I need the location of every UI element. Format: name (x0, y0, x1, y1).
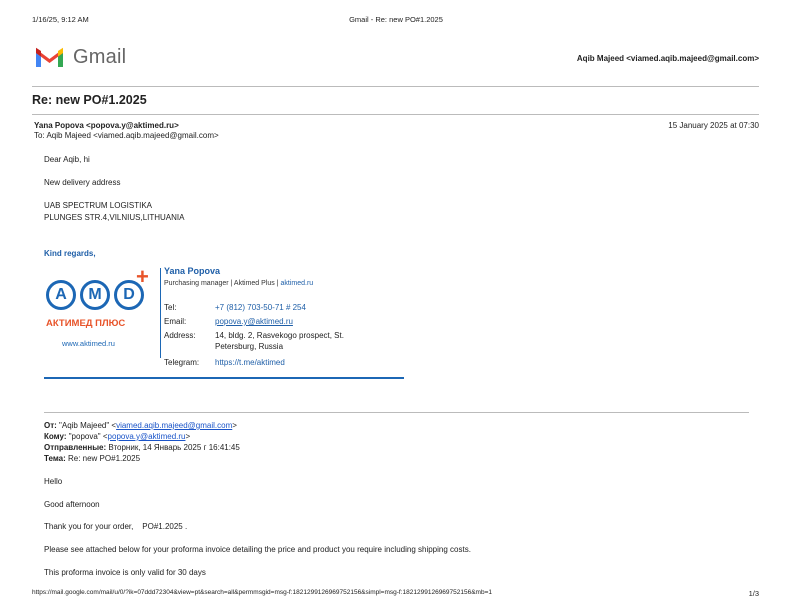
quoted-good-afternoon: Good afternoon (44, 500, 100, 509)
signature-role-link[interactable]: aktimed.ru (280, 280, 314, 287)
quoted-validity: This proforma invoice is only valid for 30 days (44, 568, 206, 577)
signature-role (164, 280, 313, 287)
quoted-sent (44, 443, 240, 452)
message-to: To: Aqib Majeed <viamed.aqib.majeed@gmail.com> (34, 131, 219, 140)
quoted-from (44, 421, 237, 430)
message-date: 15 January 2025 at 07:30 (668, 121, 759, 130)
signature-role-text: Purchasing manager | Aktimed Plus | (164, 280, 281, 287)
amd-mark (46, 280, 144, 310)
aktimed-logo (44, 264, 160, 358)
signature-divider (160, 268, 161, 358)
signature-telegram-link[interactable]: https://t.me/aktimed (215, 358, 285, 367)
amd-subtitle: АКТИМЕД ПЛЮС (46, 318, 126, 329)
print-page-number: 1/3 (748, 589, 759, 598)
body-intro: New delivery address (44, 178, 121, 187)
signature-address-2: Petersburg, Russia (215, 342, 284, 351)
body-greeting: Dear Aqib, hi (44, 155, 90, 164)
subject-divider (32, 114, 759, 115)
quoted-topic (44, 454, 140, 463)
quoted-to (44, 432, 190, 441)
signature-tel-label: Tel: (164, 303, 177, 312)
amd-letter-m: M (80, 280, 110, 310)
signature-email-label: Email: (164, 317, 187, 326)
quoted-topic-label: Тема: (44, 454, 68, 463)
quote-divider (44, 412, 749, 413)
signature-email-row (164, 317, 394, 327)
print-page-title: Gmail - Re: new PO#1.2025 (349, 15, 443, 24)
account-address: Aqib Majeed <viamed.aqib.majeed@gmail.com> (576, 54, 759, 63)
signature-address-row (164, 331, 394, 355)
amd-plus-icon: + (136, 264, 149, 289)
amd-letter-d: D (114, 280, 144, 310)
signature-name: Yana Popova (164, 266, 221, 276)
quoted-hello: Hello (44, 477, 63, 486)
gmail-logo (34, 44, 126, 70)
quoted-from-label: От: (44, 421, 60, 430)
signature-tel-link[interactable]: +7 (812) 703-50-71 # 254 (215, 303, 306, 312)
quoted-from-end: > (232, 421, 237, 430)
gmail-m-logo-icon (34, 46, 65, 69)
gmail-wordmark: Gmail (73, 45, 127, 68)
quoted-topic-value: Re: new PO#1.2025 (67, 454, 141, 463)
signature-telegram-label: Telegram: (164, 358, 200, 367)
quoted-to-label: Кому: (44, 432, 69, 441)
print-url: https://mail.google.com/mail/u/0/?ik=07ddd72304&view=pt&search=all&permmsgid=msg-f:1821299126969752156&simpl=msg-f:1821299126969752156&mb=1 (32, 589, 492, 596)
print-datetime: 1/16/25, 9:12 AM (32, 15, 89, 24)
signature-address-label: Address: (164, 331, 196, 340)
quoted-sent-label: Отправленные: (44, 443, 109, 452)
signature-address-1: 14, bldg. 2, Rasvekogo prospect, St. (215, 331, 344, 340)
signature-tel-row (164, 303, 394, 313)
signature-underline (44, 377, 404, 379)
body-closing: Kind regards, (44, 249, 96, 258)
thread-subject: Re: new PO#1.2025 (32, 93, 147, 107)
quoted-to-end: > (185, 432, 191, 441)
amd-letter-a: A (46, 280, 76, 310)
quoted-sent-value: Вторник, 14 Январь 2025 г 16:41:45 (108, 443, 240, 452)
quoted-please: Please see attached below for your proforma invoice detailing the price and product you require including shipping costs. (44, 545, 471, 554)
signature-email-link[interactable]: popova.y@aktimed.ru (215, 317, 293, 326)
signature-telegram-row (164, 358, 394, 368)
header-divider (32, 86, 759, 87)
body-address-2: PLUNGES STR.4,VILNIUS,LITHUANIA (44, 213, 185, 222)
quoted-thanks: Thank you for your order, PO#1.2025 . (44, 522, 188, 531)
quoted-from-email[interactable]: viamed.aqib.majeed@gmail.com (116, 421, 233, 430)
message-from: Yana Popova <popova.y@aktimed.ru> (34, 121, 179, 130)
body-address-1: UAB SPECTRUM LOGISTIKA (44, 201, 153, 210)
quoted-to-name: "popova" < (68, 432, 108, 441)
quoted-to-email[interactable]: popova.y@aktimed.ru (107, 432, 186, 441)
quoted-from-name: "Aqib Majeed" < (59, 421, 117, 430)
amd-url: www.aktimed.ru (62, 339, 115, 348)
